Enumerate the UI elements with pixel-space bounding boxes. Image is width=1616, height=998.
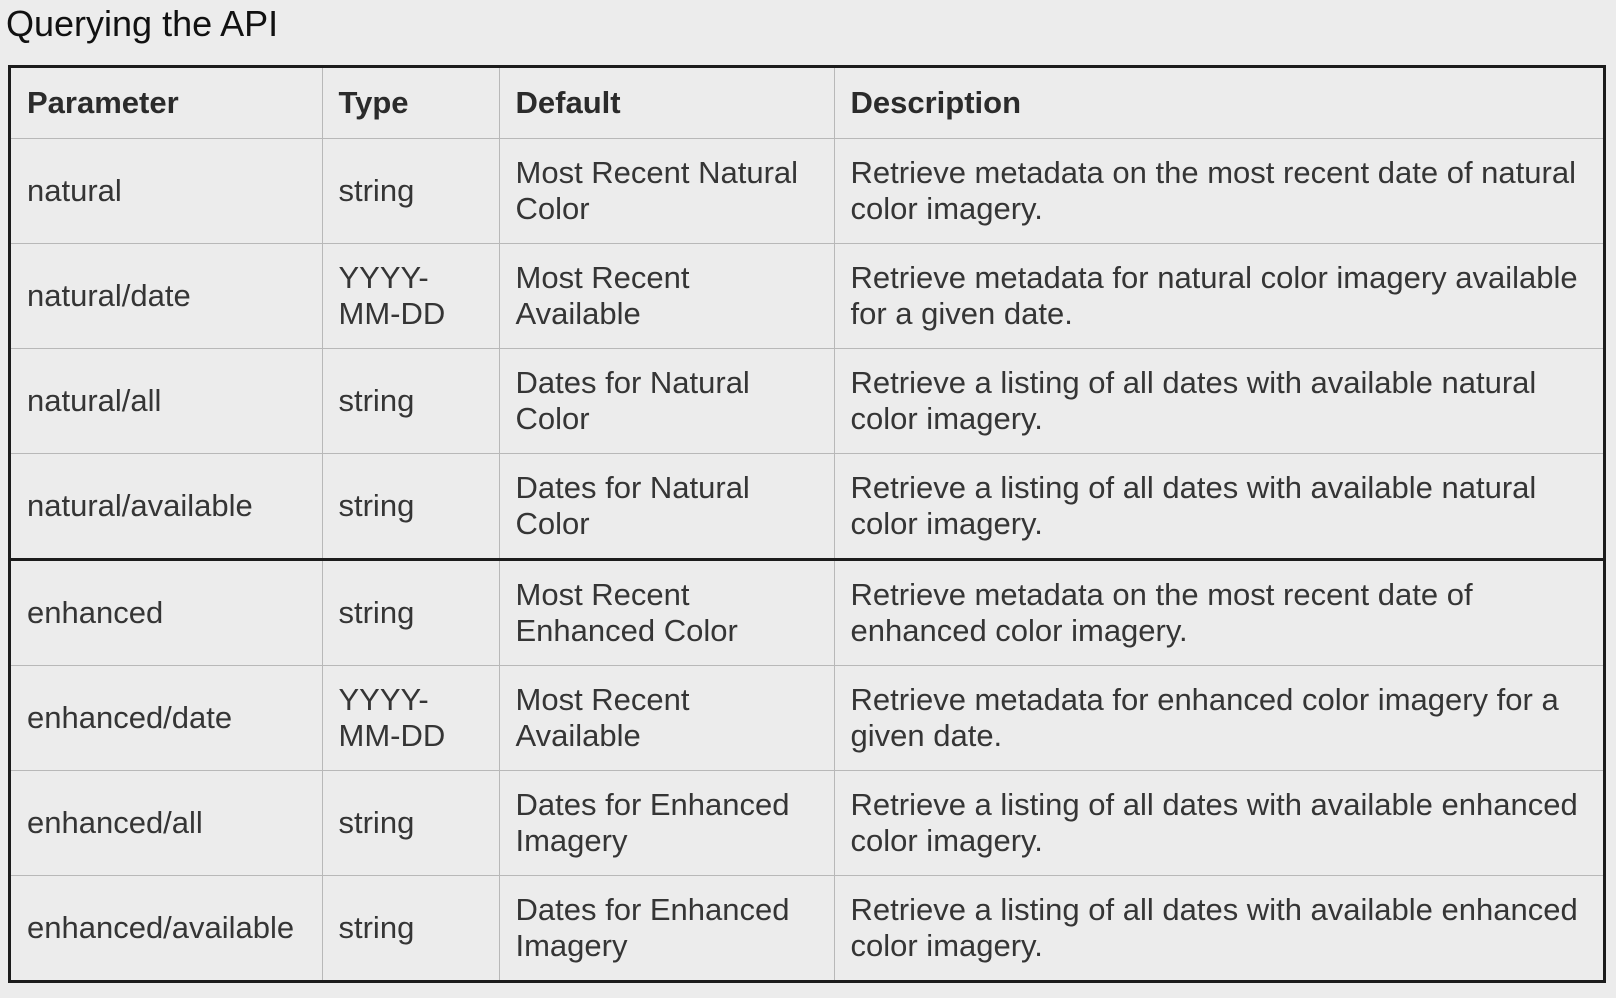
cell-parameter: enhanced/date xyxy=(11,666,322,771)
cell-description: Retrieve metadata for natural color imagery available for a given date. xyxy=(834,244,1603,349)
cell-parameter: natural xyxy=(11,139,322,244)
column-header-description: Description xyxy=(834,68,1603,139)
cell-parameter: enhanced xyxy=(11,560,322,666)
cell-type: string xyxy=(322,771,499,876)
column-header-type: Type xyxy=(322,68,499,139)
table-row xyxy=(11,349,1603,454)
cell-description: Retrieve a listing of all dates with available natural color imagery. xyxy=(834,454,1603,560)
cell-default: Most Recent Natural Color xyxy=(499,139,834,244)
cell-type: string xyxy=(322,139,499,244)
page-title: Querying the API xyxy=(6,3,279,44)
cell-default: Most Recent Enhanced Color xyxy=(499,560,834,666)
api-parameters-table xyxy=(8,65,1606,983)
cell-default: Most Recent Available xyxy=(499,244,834,349)
cell-description: Retrieve a listing of all dates with available enhanced color imagery. xyxy=(834,876,1603,981)
cell-description: Retrieve metadata on the most recent date of enhanced color imagery. xyxy=(834,560,1603,666)
table-row xyxy=(11,244,1603,349)
table-row xyxy=(11,454,1603,560)
cell-default: Dates for Natural Color xyxy=(499,349,834,454)
cell-description: Retrieve a listing of all dates with available enhanced color imagery. xyxy=(834,771,1603,876)
cell-parameter: enhanced/all xyxy=(11,771,322,876)
cell-default: Most Recent Available xyxy=(499,666,834,771)
cell-default: Dates for Enhanced Imagery xyxy=(499,876,834,981)
cell-default: Dates for Natural Color xyxy=(499,454,834,560)
cell-parameter: natural/available xyxy=(11,454,322,560)
cell-default: Dates for Enhanced Imagery xyxy=(499,771,834,876)
column-header-default: Default xyxy=(499,68,834,139)
cell-type: string xyxy=(322,454,499,560)
cell-type: string xyxy=(322,349,499,454)
cell-description: Retrieve metadata on the most recent date of natural color imagery. xyxy=(834,139,1603,244)
table-row xyxy=(11,560,1603,666)
table-row xyxy=(11,666,1603,771)
cell-type: string xyxy=(322,560,499,666)
table-header-row xyxy=(11,68,1603,139)
cell-description: Retrieve metadata for enhanced color imagery for a given date. xyxy=(834,666,1603,771)
cell-parameter: natural/date xyxy=(11,244,322,349)
cell-type: YYYY-MM-DD xyxy=(322,244,499,349)
column-header-parameter: Parameter xyxy=(11,68,322,139)
cell-type: YYYY-MM-DD xyxy=(322,666,499,771)
table-row xyxy=(11,876,1603,981)
cell-description: Retrieve a listing of all dates with available natural color imagery. xyxy=(834,349,1603,454)
table-row xyxy=(11,139,1603,244)
cell-parameter: natural/all xyxy=(11,349,322,454)
cell-type: string xyxy=(322,876,499,981)
cell-parameter: enhanced/available xyxy=(11,876,322,981)
table-row xyxy=(11,771,1603,876)
